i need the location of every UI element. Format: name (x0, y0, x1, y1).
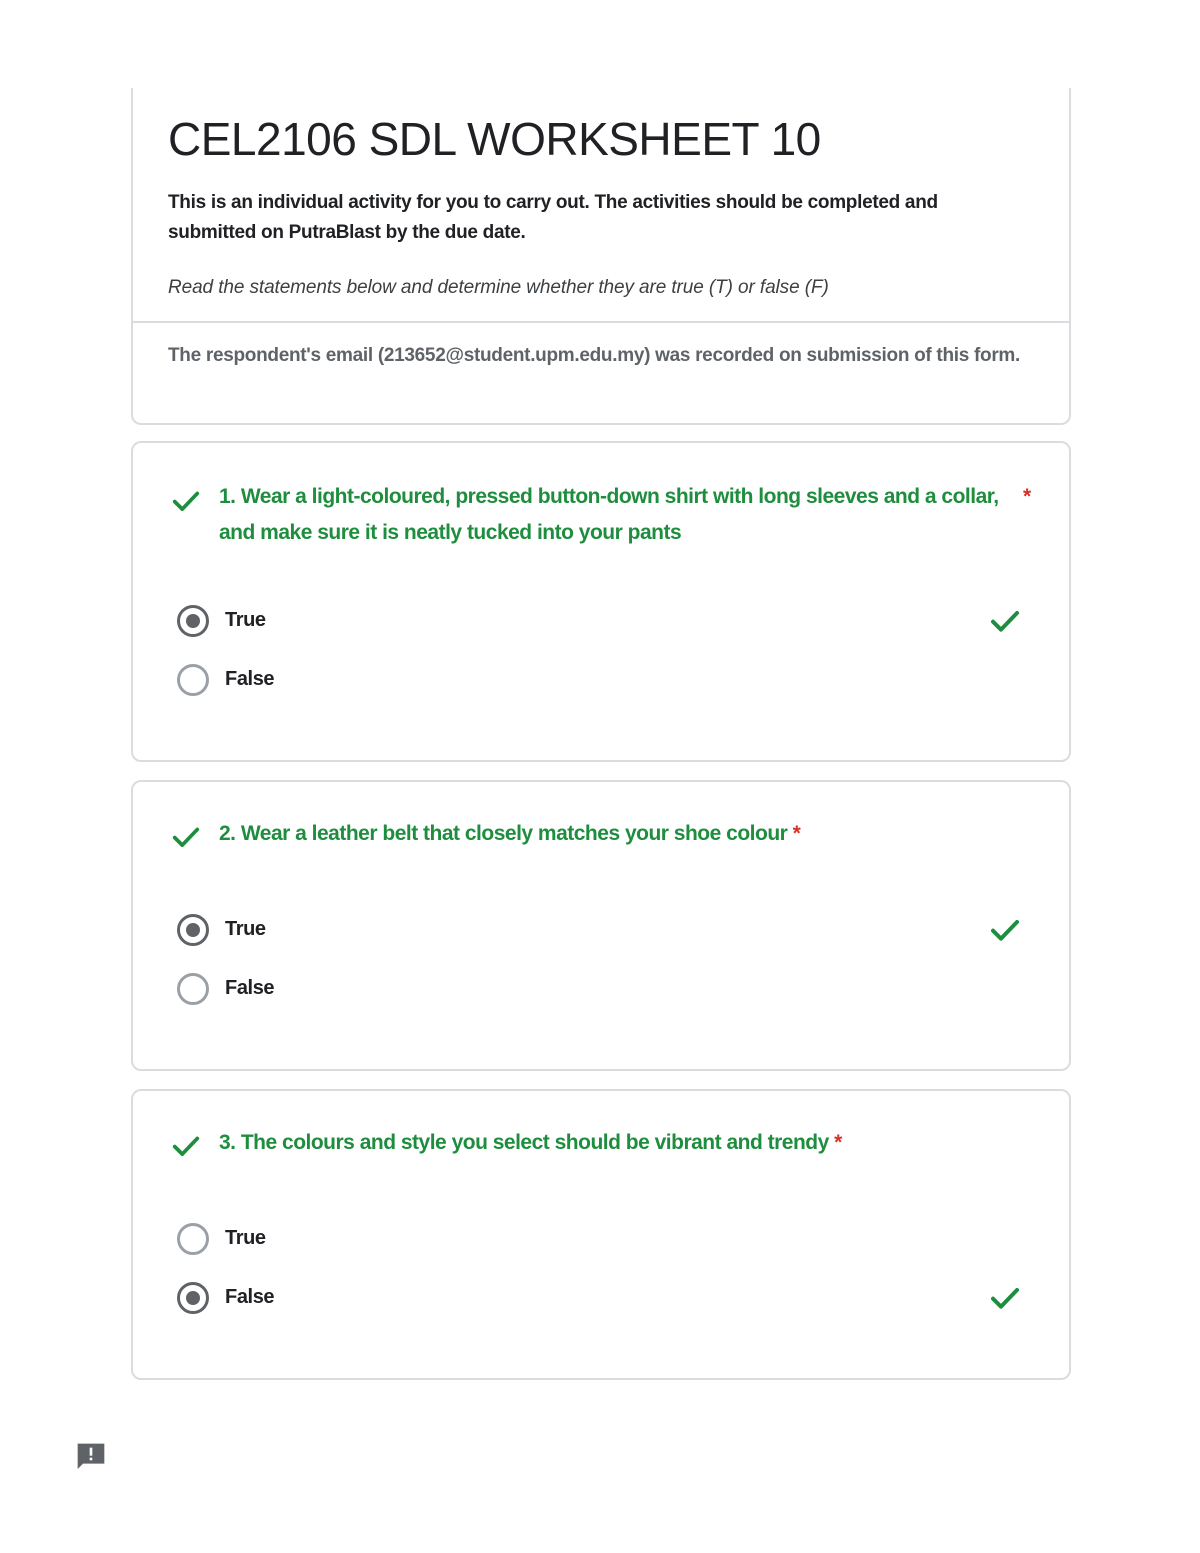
form-instruction: Read the statements below and determine whether they are true (T) or false (F) (168, 277, 829, 298)
radio-dot (186, 614, 200, 628)
check-icon (989, 1282, 1021, 1314)
radio-button[interactable] (177, 1223, 209, 1255)
feedback-icon[interactable] (75, 1441, 107, 1473)
check-icon (171, 486, 201, 516)
check-icon (171, 1131, 201, 1161)
required-asterisk: * (792, 822, 801, 845)
required-asterisk: * (1023, 485, 1032, 508)
check-icon (171, 822, 201, 852)
question-text (219, 479, 1009, 551)
option-label: False (225, 977, 275, 999)
option-false[interactable] (177, 1280, 1037, 1316)
question-card-2 (131, 780, 1071, 1071)
check-icon (989, 605, 1021, 637)
question-text (219, 1125, 1009, 1161)
option-false[interactable] (177, 971, 1037, 1007)
radio-dot (186, 923, 200, 937)
radio-button-selected[interactable] (177, 1282, 209, 1314)
option-true[interactable] (177, 912, 1037, 948)
option-label: False (225, 1286, 275, 1308)
required-asterisk: * (834, 1131, 842, 1154)
radio-button-selected[interactable] (177, 605, 209, 637)
radio-button[interactable] (177, 973, 209, 1005)
option-label: True (225, 609, 266, 631)
radio-button-selected[interactable] (177, 914, 209, 946)
option-label: True (225, 1227, 266, 1249)
respondent-email-note: The respondent's email (213652@student.upm.edu.my) was recorded on submission of this form. (168, 345, 1020, 366)
check-icon (989, 914, 1021, 946)
form-description: This is an individual activity for you to carry out. The activities should be completed and submitted on PutraBlast by the due date. (168, 192, 938, 243)
option-label: False (225, 668, 275, 690)
option-true[interactable] (177, 1221, 1037, 1257)
option-label: True (225, 918, 266, 940)
option-false[interactable] (177, 662, 1037, 698)
form-title: CEL2106 SDL WORKSHEET 10 (168, 113, 821, 165)
question-title: 2. Wear a leather belt that closely matches your shoe colour (219, 822, 788, 845)
question-title: 3. The colours and style you select should be vibrant and trendy (219, 1131, 829, 1154)
form-header-card (131, 88, 1071, 425)
radio-dot (186, 1291, 200, 1305)
question-text (219, 816, 1009, 852)
question-card-3 (131, 1089, 1071, 1380)
question-title: 1. Wear a light-coloured, pressed button-down shirt with long sleeves and a collar, and make sure it is neatly tucked into your pants (219, 485, 999, 544)
radio-button[interactable] (177, 664, 209, 696)
question-card-1 (131, 441, 1071, 762)
option-true[interactable] (177, 603, 1037, 639)
header-divider (133, 321, 1069, 323)
